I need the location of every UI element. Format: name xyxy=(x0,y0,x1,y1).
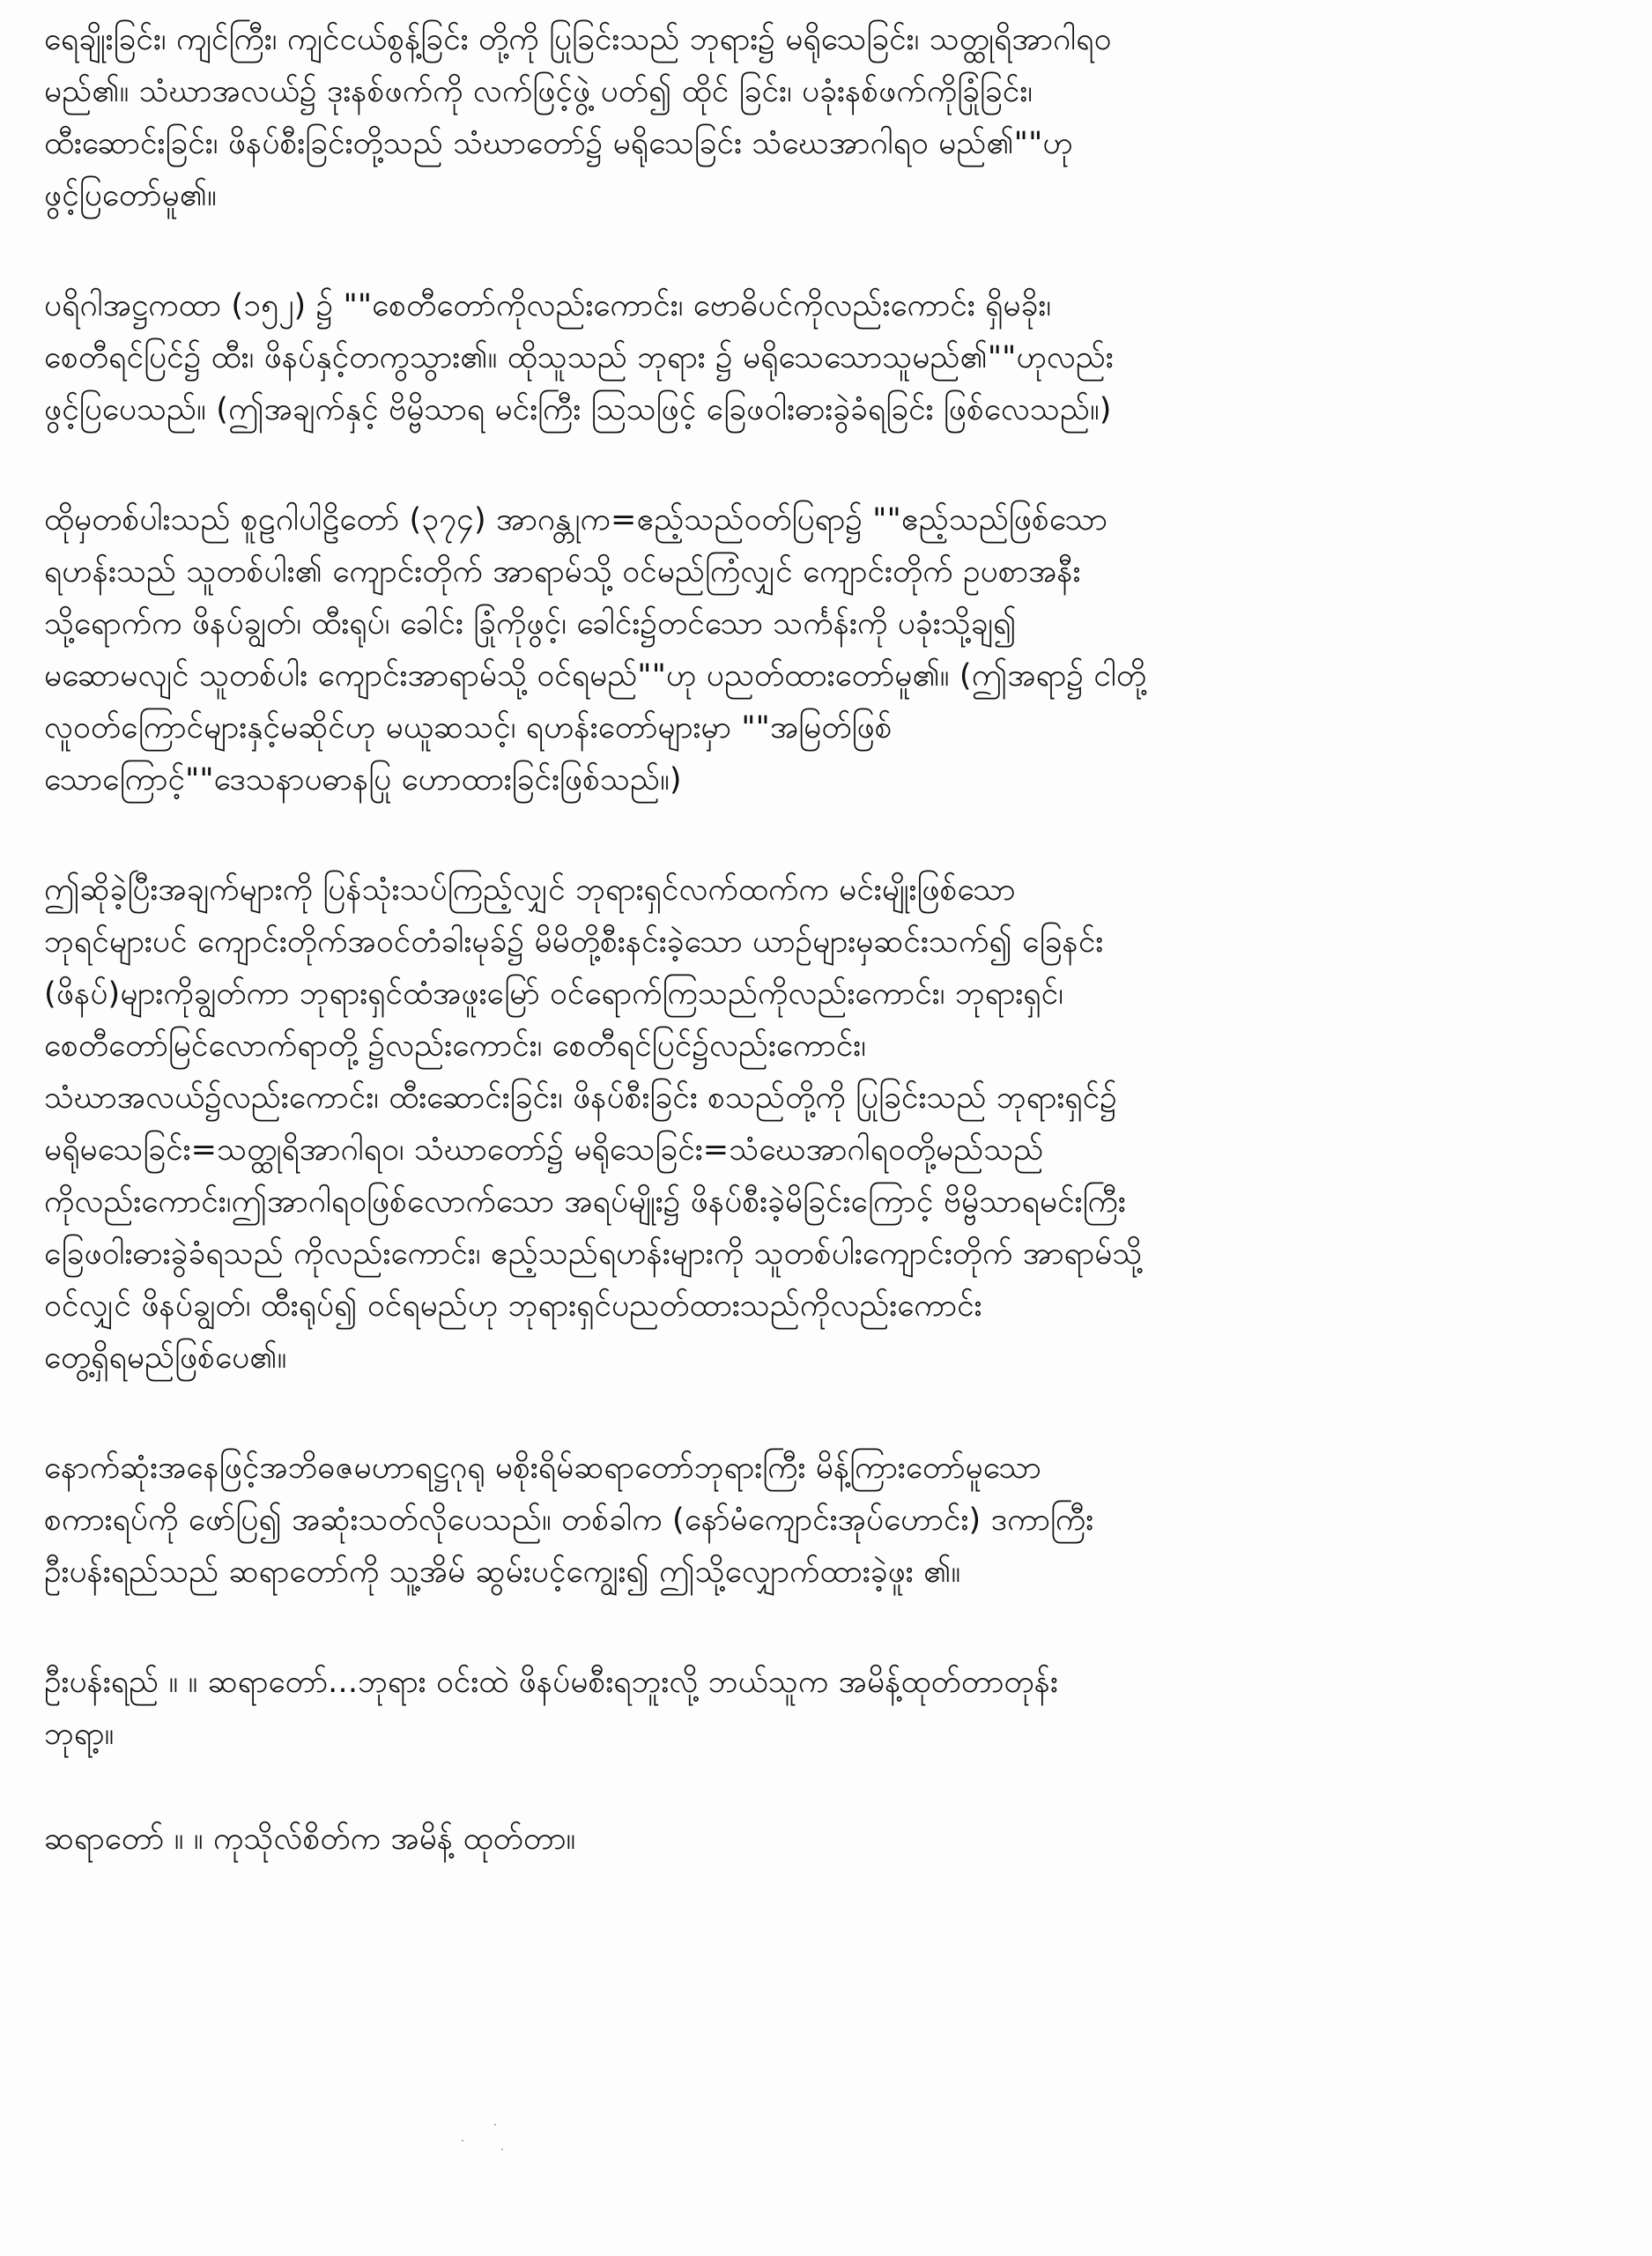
text-line: ဖွင့်ပြတော်မူ၏။ xyxy=(44,178,217,213)
text-line: ဘုရင်များပင် ကျောင်းတိုက်အဝင်တံခါးမုခ်၌ မိမိတို့စီးနင်းခဲ့သော ယာဉ်များမှဆင်းသက်၍ ခြေနင်း xyxy=(44,924,1104,960)
text-line: ထီးဆောင်းခြင်း၊ ဖိနပ်စီးခြင်းတို့သည် သံဃာတော်၌ မရိုသေခြင်း သံဃေအာဂါရဝ မည်၏""ဟု xyxy=(44,126,1073,161)
text-line: စေတီရင်ပြင်၌ ထီး၊ ဖိနပ်နှင့်တကွသွား၏။ ထိုသူသည် ဘုရား ၌ မရိုသေသောသူမည်၏""ဟုလည်း xyxy=(44,340,1114,375)
paragraph-2 xyxy=(44,280,1608,436)
paragraph-5 xyxy=(44,1443,1608,1599)
paragraph-3 xyxy=(44,494,1608,806)
text-line: ဆရာတော် ။ ။ ကုသိုလ်စိတ်က အမိန့် ထုတ်တာ။ xyxy=(44,1822,576,1857)
text-line: ကိုလည်းကောင်း၊ဤအာဂါရဝဖြစ်လောက်သော အရပ်မျိုး၌ ဖိနပ်စီးခဲ့မိခြင်းကြောင့် ဗိမ္ဗိသာရမင်းကြီး xyxy=(44,1184,1126,1220)
text-line: စကားရပ်ကို ဖော်ပြ၍ အဆုံးသတ်လိုပေသည်။ တစ်ခါက (နော်မံကျောင်းအုပ်ဟောင်း) ဒကာကြီး xyxy=(44,1503,1094,1538)
text-line: ဦးပန်းရည် ။ ။ ဆရာတော်...ဘုရား ဝင်းထဲ ဖိနပ်မစီးရဘူးလို့ ဘယ်သူက အမိန့်ထုတ်တာတုန်း xyxy=(44,1665,1058,1700)
dialogue-question xyxy=(44,1657,1608,1761)
text-line: ရေချိုးခြင်း၊ ကျင်ကြီး၊ ကျင်ငယ်စွန့်ခြင်း တို့ကို ပြုခြင်းသည် ဘုရား၌ မရိုသေခြင်း၊ သတ္ထုရိအာဂါရဝ xyxy=(44,22,1112,57)
text-line: ဦးပန်းရည်သည် ဆရာတော်ကို သူ့အိမ် ဆွမ်းပင့်ကျွေး၍ ဤသို့လျှောက်ထားခဲ့ဖူး ၏။ xyxy=(44,1555,961,1590)
text-line: ဝင်လျှင် ဖိနပ်ချွတ်၊ ထီးရုပ်၍ ဝင်ရမည်ဟု ဘုရားရှင်ပညတ်ထားသည်ကိုလည်းကောင်း xyxy=(44,1288,982,1324)
dialogue-answer xyxy=(44,1814,1608,1866)
text-line: မဆောမလျင် သူတစ်ပါး ကျောင်းအာရာမ်သို့ ဝင်ရမည်""ဟု ပညတ်ထားတော်မူ၏။ (ဤအရာ၌ ငါတို့ xyxy=(44,658,1147,694)
text-line: လူဝတ်ကြောင်များနှင့်မဆိုင်ဟု မယူဆသင့်၊ ရဟန်းတော်များမှာ ""အမြတ်ဖြစ် xyxy=(44,710,893,746)
text-line: ရဟန်းသည် သူတစ်ပါး၏ ကျောင်းတိုက် အာရာမ်သို့ ဝင်မည်ကြံလျှင် ကျောင်းတိုက် ဥပစာအနီး xyxy=(44,554,1081,590)
text-line: ဘုရာ့။ xyxy=(44,1717,115,1752)
text-line: ခြေဖဝါးဓားခွဲခံရသည် ကိုလည်းကောင်း၊ ဧည့်သည်ရဟန်းများကို သူတစ်ပါးကျောင်းတိုက် အာရာမ်သို့ xyxy=(44,1236,1143,1272)
text-line: စေတီတော်မြင်လောက်ရာတို့ ၌လည်းကောင်း၊ စေတီရင်ပြင်၌လည်းကောင်း၊ xyxy=(44,1028,866,1064)
document-body xyxy=(44,14,1608,1918)
text-line: ပရိဂါအဋ္ဌကထာ (၁၅၂) ၌ ""စေတီတော်ကိုလည်းကောင်း၊ ဗောဓိပင်ကိုလည်းကောင်း ရှိမခိုး၊ xyxy=(44,288,1052,323)
text-line: နောက်ဆုံးအနေဖြင့်အဘိဓဇမဟာရဋ္ဌဂုရု မစိုးရိမ်ဆရာတော်ဘုရားကြီး မိန့်ကြားတော်မူသော xyxy=(44,1451,1041,1486)
paragraph-4 xyxy=(44,865,1608,1384)
text-line: ထိုမှတစ်ပါးသည် စူဠဂါပါဠိတော် (၃၇၄) အာဂန္တုက=ဧည့်သည်ဝတ်ပြရာ၌ ""ဧည့်သည်ဖြစ်သော xyxy=(44,502,1108,538)
text-line: ဤဆိုခဲ့ပြီးအချက်များကို ပြန်သုံးသပ်ကြည့်လျှင် ဘုရားရှင်လက်ထက်က မင်းမျိုးဖြစ်သော xyxy=(44,872,1016,908)
text-line: မည်၏။ သံဃာအလယ်၌ ဒုးနစ်ဖက်ကို လက်ဖြင့်ဖွဲ့ ပတ်၍ ထိုင် ခြင်း၊ ပခုံးနစ်ဖက်ကိုခြုံခြင်း၊ xyxy=(44,74,1033,109)
text-line: သောကြောင့်""ဒေသနာပဓာနပြု ဟောထားခြင်းဖြစ်သည်။) xyxy=(44,762,682,798)
text-line: ဖွင့်ပြပေသည်။ (ဤအချက်နှင့် ဗိမ္ဗိသာရ မင်းကြီး ဩသဖြင့် ခြေဖဝါးဓားခွဲခံရခြင်း ဖြစ်လေသည်။) xyxy=(44,392,1112,427)
text-line: တွေ့ရှိရမည်ဖြစ်ပေ၏။ xyxy=(44,1340,287,1376)
scan-speck xyxy=(462,2140,463,2141)
text-line: (ဖိနပ်)များကိုချွတ်ကာ ဘုရားရှင်ထံအဖူးမြော် ဝင်ရောက်ကြသည်ကိုလည်းကောင်း၊ ဘုရားရှင်၊ xyxy=(44,976,1063,1012)
text-line: သို့ရောက်က ဖိနပ်ချွတ်၊ ထီးရုပ်၊ ခေါင်း ခြုံကိုဖွင့်၊ ခေါင်း၌တင်သော သင်္ကန်းကို ပခုံးသို့ချ၍ xyxy=(44,606,1017,642)
scan-speck xyxy=(494,2124,496,2126)
paragraph-1 xyxy=(44,14,1608,222)
text-line: မရိုမသေခြင်း=သတ္ထုရိအာဂါရဝ၊ သံဃာတော်၌ မရိုသေခြင်း=သံဃေအာဂါရဝတို့မည်သည် xyxy=(44,1132,1044,1168)
text-line: သံဃာအလယ်၌လည်းကောင်း၊ ထီးဆောင်းခြင်း၊ ဖိနပ်စီးခြင်း စသည်တို့ကို ပြုခြင်းသည် ဘုရားရှင်၌ xyxy=(44,1080,1117,1116)
scan-speck xyxy=(501,2148,503,2150)
